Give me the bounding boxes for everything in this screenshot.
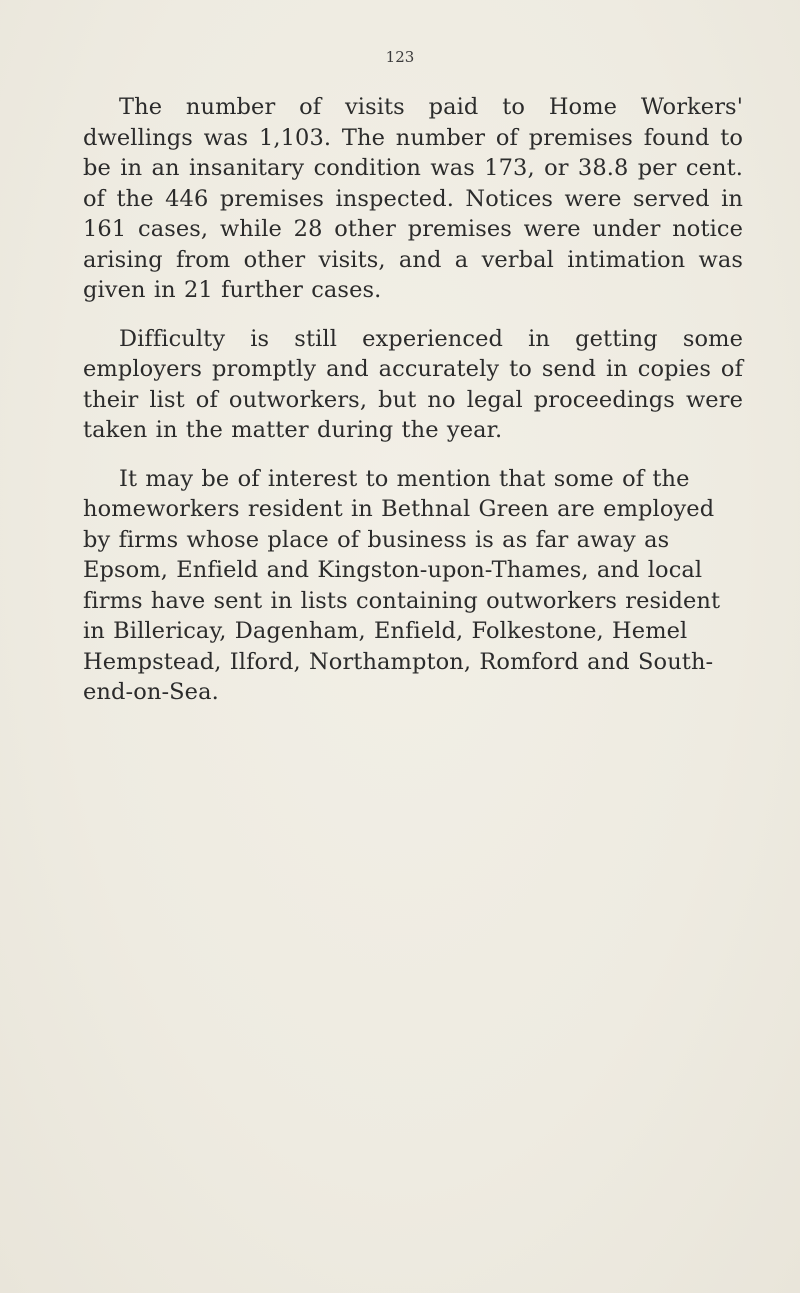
paragraph-firm-locations: It may be of interest to mention that some of the homeworkers resident in Bethnal Green are employed by firms whose place of business is as far away as Epsom, Enfield and Kingston-upon-Thames, and local firms have sent in lists containing outworkers resident in Billericay, Dagenham, Enfield, Folkestone, Hemel Hempstead, Ilford, Northampton, Romford and South-end-on-Sea. [83, 465, 721, 705]
page-number: 123 [385, 48, 415, 66]
paragraph-home-workers-visits: The number of visits paid to Home Workers' dwellings was 1,103. The number of premises found to be in an insanitary condition was 173, or 38.8 per cent. of the 446 premises inspected. Notices were served in 161 cases, while 28 other premises were under notice arising from other visits, and a verbal intimation was given in 21 further cases. [83, 94, 743, 303]
paragraph-outworkers-lists: Difficulty is still experienced in getting some employers promptly and accurately to send in copies of their list of outworkers, but no legal proceedings were taken in the matter during the year. [83, 325, 743, 443]
body-text [83, 92, 743, 726]
